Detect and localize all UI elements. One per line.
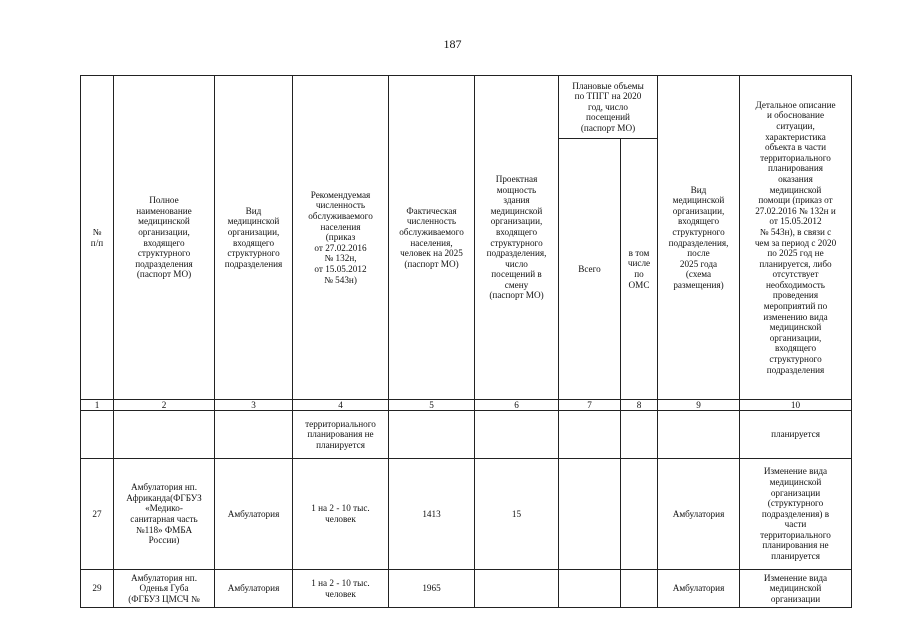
description: Изменение вида медицинской организации: [740, 570, 852, 608]
table-cell: [658, 411, 740, 459]
column-number: 3: [215, 400, 293, 411]
planned-oms: [621, 570, 658, 608]
table-cell: [389, 411, 475, 459]
header-col-description: Детальное описание и обоснование ситуации, характеристика объекта в части территориального планирования оказания медицинской помощи (приказ от 27.02.2016 № 132н и от 15.05.2012 № 543н), в связи с чем за период с 2020 по 2025 год не планируется, либо отсутствует необходимость проведения мероприятий по изменению вида медицинской организации, входящего структурного подразделения: [740, 76, 852, 400]
planned-oms: [621, 459, 658, 570]
table-cell: [215, 411, 293, 459]
table-cell: [559, 411, 621, 459]
actual-population: 1965: [389, 570, 475, 608]
header-col-type-after-2025: Вид медицинской организации, входящего структурного подразделения, после 2025 года (схема размещения): [658, 76, 740, 400]
recommended-population: 1 на 2 - 10 тыс. человек: [293, 459, 389, 570]
header-col-full-name: Полное наименование медицинской организации, входящего структурного подразделения (паспорт МО): [114, 76, 215, 400]
header-col-planned-volumes: Плановые объемы по ТПГГ на 2020 год, число посещений (паспорт МО): [559, 76, 658, 139]
continuation-description: планируется: [740, 411, 852, 459]
header-col-recommended-population: Рекомендуемая численность обслуживаемого населения (приказ от 27.02.2016 № 132н, от 15.05.2012 № 543н): [293, 76, 389, 400]
description: Изменение вида медицинской организации (структурного подразделения) в части территориального планирования не планируется: [740, 459, 852, 570]
actual-population: 1413: [389, 459, 475, 570]
org-name: Амбулатория нп. Африканда(ФГБУЗ «Медико- санитарная часть №118» ФМБА России): [114, 459, 215, 570]
table-row: [81, 570, 852, 608]
table-cell: [475, 411, 559, 459]
column-number-row: [81, 400, 852, 411]
column-number: 7: [559, 400, 621, 411]
header-col-org-type: Вид медицинской организации, входящего структурного подразделения: [215, 76, 293, 400]
column-number: 4: [293, 400, 389, 411]
design-capacity: 15: [475, 459, 559, 570]
table-cell: [114, 411, 215, 459]
column-number: 6: [475, 400, 559, 411]
header-row-top: [81, 76, 852, 139]
header-col-total: Всего: [559, 139, 621, 400]
planned-total: [559, 459, 621, 570]
column-number: 2: [114, 400, 215, 411]
table-cell: [81, 411, 114, 459]
continuation-recommended: территориального планирования не планируется: [293, 411, 389, 459]
column-number: 8: [621, 400, 658, 411]
header-col-oms: в том числе по ОМС: [621, 139, 658, 400]
medical-organizations-table: [80, 75, 852, 608]
org-name: Амбулатория нп. Оденья Губа (ФГБУЗ ЦМСЧ №: [114, 570, 215, 608]
table-row: [81, 459, 852, 570]
row-number: 29: [81, 570, 114, 608]
design-capacity: [475, 570, 559, 608]
table-cell: [621, 411, 658, 459]
header-col-number: № п/п: [81, 76, 114, 400]
recommended-population: 1 на 2 - 10 тыс. человек: [293, 570, 389, 608]
org-type: Амбулатория: [215, 459, 293, 570]
column-number: 10: [740, 400, 852, 411]
continuation-row: [81, 411, 852, 459]
header-col-design-capacity: Проектная мощность здания медицинской организации, входящего структурного подразделения, число посещений в смену (паспорт МО): [475, 76, 559, 400]
header-col-actual-population: Фактическая численность обслуживаемого населения, человек на 2025 (паспорт МО): [389, 76, 475, 400]
org-type-after-2025: Амбулатория: [658, 570, 740, 608]
column-number: 5: [389, 400, 475, 411]
page-number: 187: [443, 37, 462, 51]
column-number: 1: [81, 400, 114, 411]
row-number: 27: [81, 459, 114, 570]
column-number: 9: [658, 400, 740, 411]
planned-total: [559, 570, 621, 608]
org-type-after-2025: Амбулатория: [658, 459, 740, 570]
org-type: Амбулатория: [215, 570, 293, 608]
